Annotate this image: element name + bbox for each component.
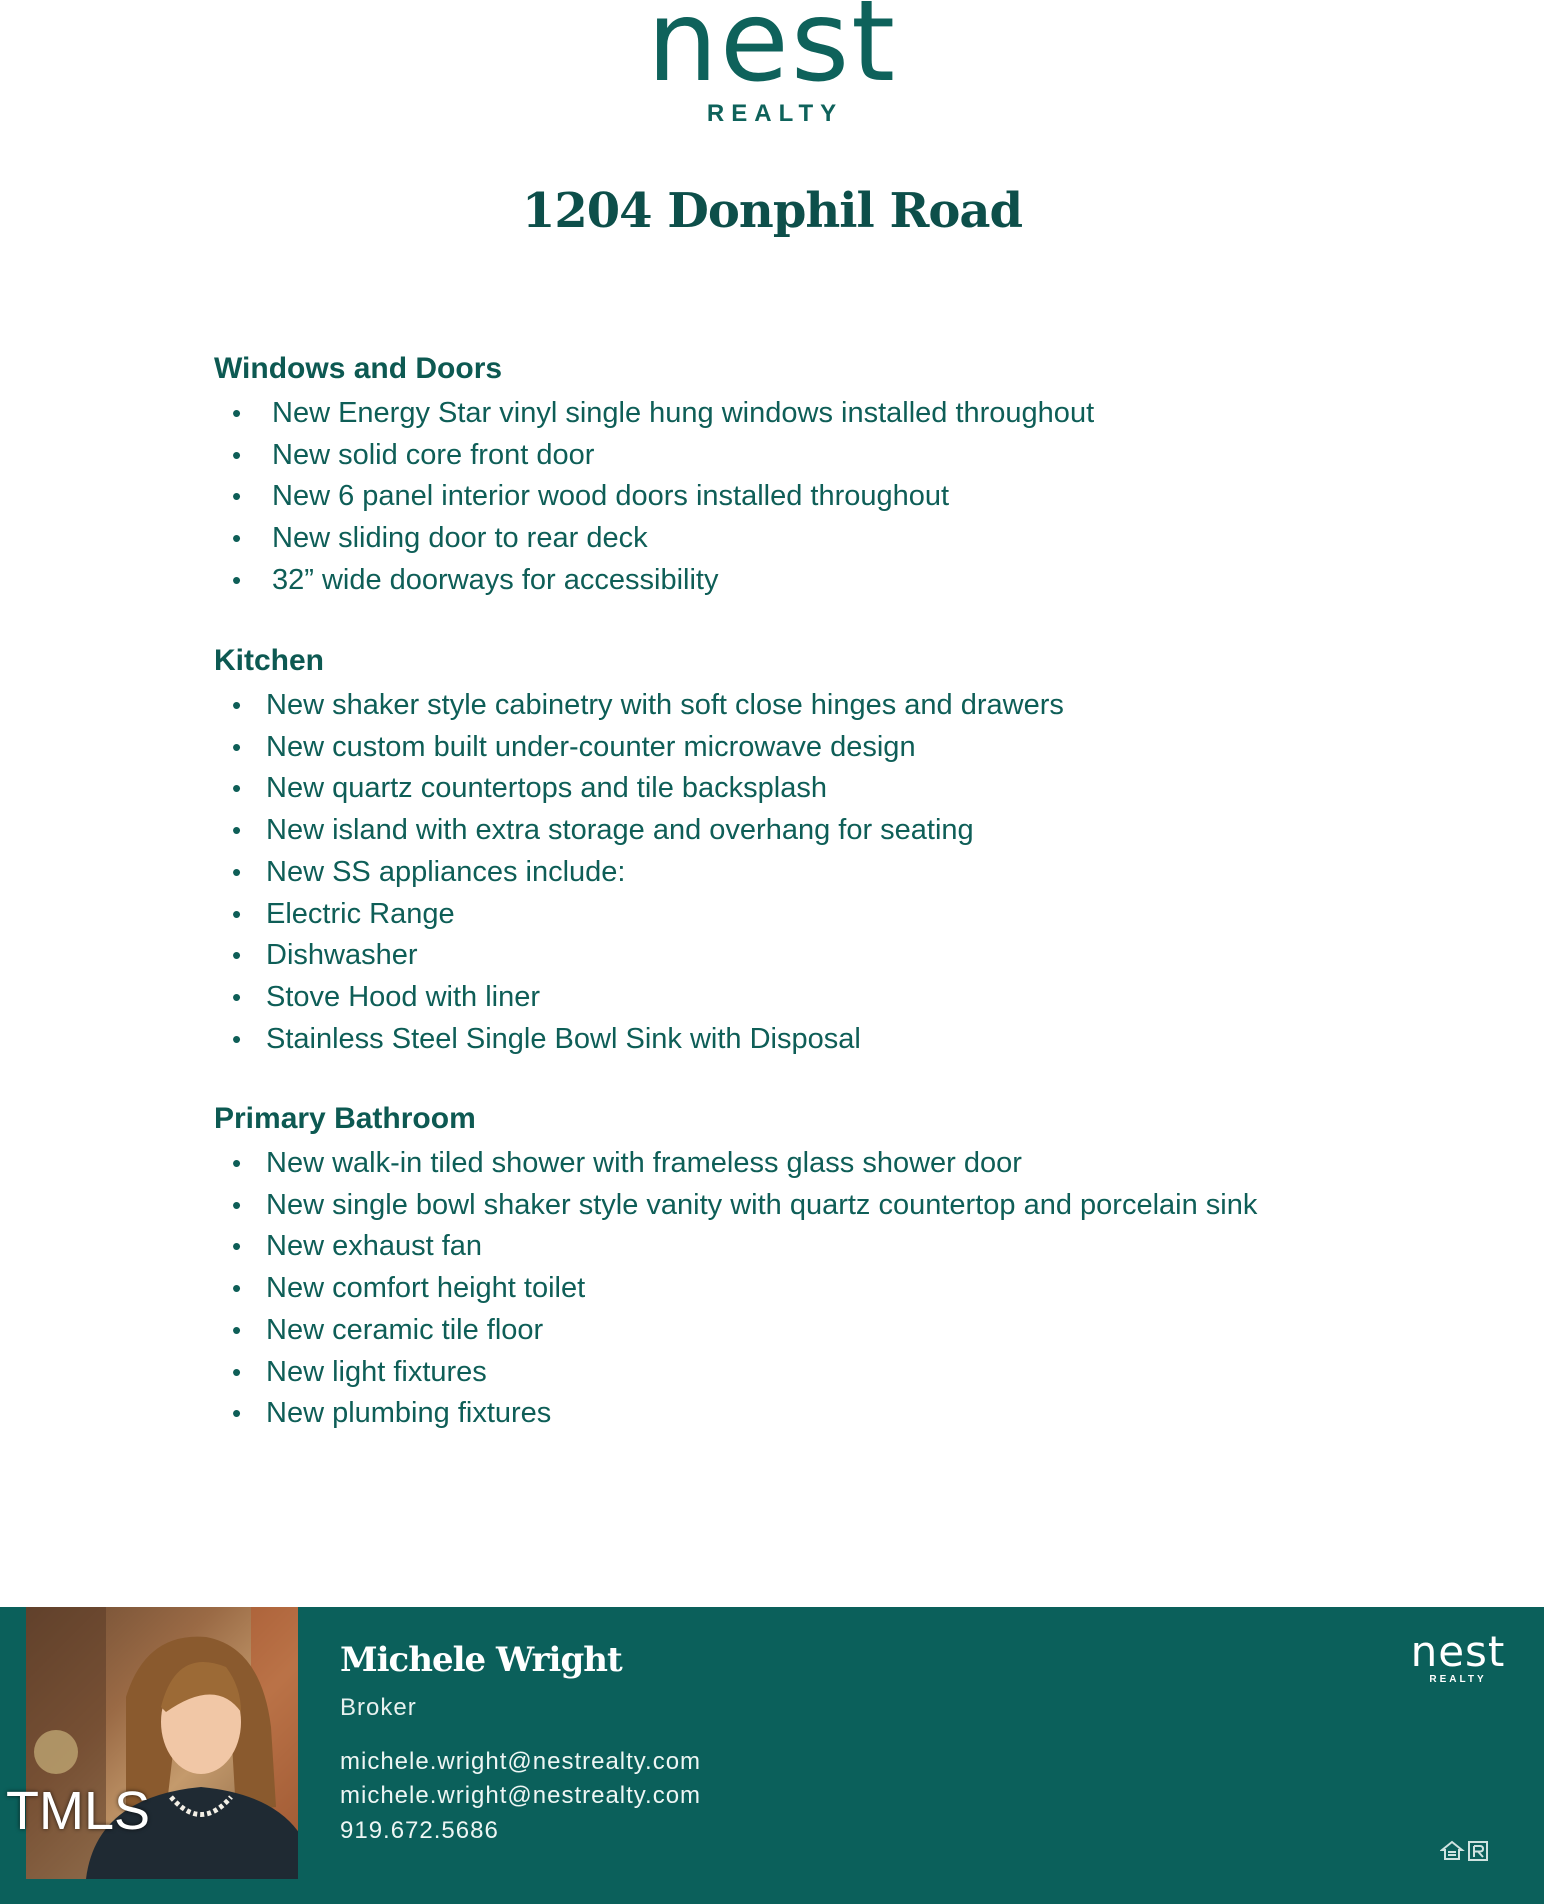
list-item-text: New comfort height toilet <box>266 1272 586 1305</box>
list-item-text: New 6 panel interior wood doors installed throughout <box>272 480 950 513</box>
compliance-icons <box>1440 1839 1492 1867</box>
bullet-icon: • <box>232 981 242 1012</box>
section-heading: Kitchen <box>214 644 325 677</box>
agent-email-1[interactable]: michele.wright@nestrealty.com <box>340 1748 702 1775</box>
logo-subtitle: REALTY <box>706 100 844 127</box>
list-item <box>214 810 1064 852</box>
section-primary-bathroom <box>214 1099 1257 1435</box>
list-item <box>214 393 1094 435</box>
bullet-icon: • <box>232 1314 242 1345</box>
bullet-icon: • <box>232 690 242 720</box>
bullet-icon: • <box>232 856 242 887</box>
bullet-icon: • <box>232 815 242 846</box>
list-item <box>214 560 1094 602</box>
agent-name: Michele Wright <box>340 1640 622 1680</box>
list-item-text: New exhaust fan <box>266 1230 483 1263</box>
list-item <box>214 852 1064 894</box>
logo-wordmark: nest <box>646 0 898 107</box>
bullet-icon: • <box>232 439 242 470</box>
list-item-text: New island with extra storage and overhang for seating <box>266 814 974 847</box>
bullet-icon: • <box>232 1148 242 1178</box>
list-item-text: New ceramic tile floor <box>266 1313 544 1346</box>
bullet-icon: • <box>232 1023 242 1054</box>
bullet-icon: • <box>232 1273 242 1304</box>
footer-logo-subtitle: REALTY <box>1429 1674 1487 1685</box>
list-item-text: 32” wide doorways for accessibility <box>272 563 719 596</box>
section-heading: Windows and Doors <box>214 352 503 385</box>
footer-logo-wordmark: nest <box>1410 1627 1506 1676</box>
agent-email-2[interactable]: michele.wright@nestrealty.com <box>340 1782 702 1809</box>
list-item-text: New light fixtures <box>266 1355 487 1388</box>
list-item-text: Stainless Steel Single Bowl Sink with Disposal <box>266 1022 861 1055</box>
list-item <box>214 1143 1257 1185</box>
nest-realty-logo <box>0 0 1544 128</box>
list-item-text: Dishwasher <box>266 939 418 972</box>
bullet-icon: • <box>232 1356 242 1387</box>
list-item <box>214 1185 1257 1227</box>
bullet-icon: • <box>232 731 242 762</box>
feature-list <box>214 393 1094 602</box>
bullet-icon: • <box>232 481 242 512</box>
agent-role: Broker <box>340 1694 417 1721</box>
list-item-text: New single bowl shaker style vanity with quartz countertop and porcelain sink <box>266 1188 1258 1221</box>
list-item-text: New quartz countertops and tile backsplash <box>266 772 827 805</box>
list-item <box>214 1310 1257 1352</box>
list-item <box>214 768 1064 810</box>
list-item <box>214 1019 1064 1061</box>
bullet-icon: • <box>232 773 242 804</box>
equal-housing-icon <box>1440 1839 1492 1863</box>
bullet-icon: • <box>232 1398 242 1429</box>
feature-list <box>214 685 1064 1060</box>
list-item-text: Stove Hood with liner <box>266 980 541 1013</box>
list-item <box>214 518 1094 560</box>
section-windows-and-doors <box>214 349 1094 602</box>
bullet-icon: • <box>232 940 242 971</box>
list-item <box>214 727 1064 769</box>
list-item <box>214 1226 1257 1268</box>
list-item <box>214 1268 1257 1310</box>
list-item <box>214 1393 1257 1435</box>
section-kitchen <box>214 641 1064 1060</box>
bullet-icon: • <box>232 1231 242 1262</box>
bullet-icon: • <box>232 523 242 554</box>
list-item-text: New solid core front door <box>272 438 595 471</box>
list-item-text: New shaker style cabinetry with soft close hinges and drawers <box>266 689 1064 721</box>
list-item-text: New custom built under-counter microwave design <box>266 730 916 763</box>
list-item-text: New sliding door to rear deck <box>272 522 648 555</box>
agent-phone[interactable]: 919.672.5686 <box>340 1817 499 1844</box>
section-heading: Primary Bathroom <box>214 1102 476 1135</box>
page-title: 1204 Donphil Road <box>521 183 1023 239</box>
bullet-icon: • <box>232 564 242 595</box>
list-item <box>214 476 1094 518</box>
list-item <box>214 935 1064 977</box>
bullet-icon: • <box>232 898 242 929</box>
list-item-text: New plumbing fixtures <box>266 1397 552 1430</box>
list-item <box>214 977 1064 1019</box>
footer-nest-logo <box>1398 1627 1518 1685</box>
list-item <box>214 894 1064 936</box>
list-item <box>214 435 1094 477</box>
agent-footer <box>0 1607 1544 1904</box>
tmls-watermark: TMLS <box>6 1781 151 1841</box>
bullet-icon: • <box>232 1189 242 1220</box>
list-item <box>214 1352 1257 1394</box>
list-item <box>214 685 1064 727</box>
list-item-text: New SS appliances include: <box>266 855 626 888</box>
list-item-text: New walk-in tiled shower with frameless glass shower door <box>266 1147 1022 1179</box>
list-item-text: Electric Range <box>266 897 455 930</box>
bullet-icon: • <box>232 398 242 428</box>
feature-list <box>214 1143 1257 1435</box>
list-item-text: New Energy Star vinyl single hung windows installed throughout <box>272 397 1095 429</box>
